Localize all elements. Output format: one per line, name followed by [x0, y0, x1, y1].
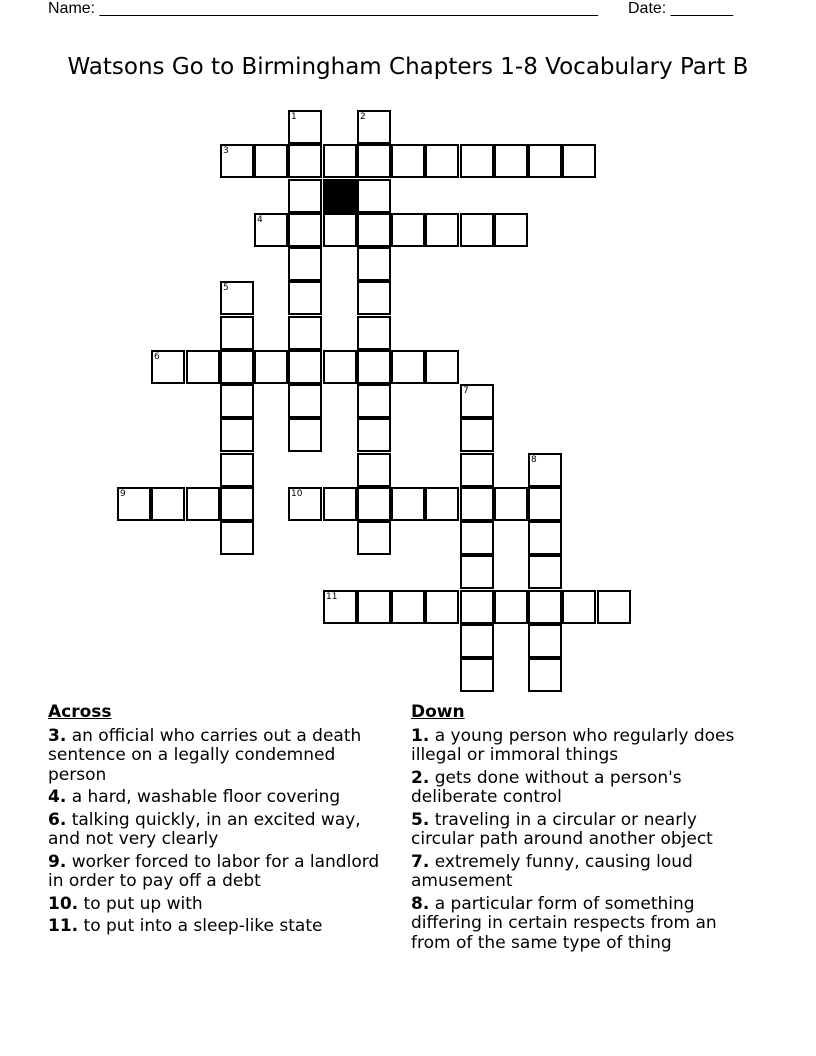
- grid-cell[interactable]: [288, 110, 322, 144]
- grid-cell[interactable]: [288, 487, 322, 521]
- clue-number: 1.: [411, 725, 430, 746]
- grid-cell[interactable]: [357, 487, 391, 521]
- grid-cell[interactable]: [494, 487, 528, 521]
- grid-cell[interactable]: [220, 144, 254, 178]
- clue-across-3: [48, 727, 393, 786]
- grid-cell[interactable]: [357, 453, 391, 487]
- grid-cell[interactable]: [460, 521, 494, 555]
- clue-across-11: [48, 917, 393, 937]
- black-square: [323, 179, 357, 213]
- grid-cell[interactable]: [528, 521, 562, 555]
- grid-cell[interactable]: [460, 658, 494, 692]
- clue-number-label: 9: [120, 489, 126, 499]
- grid-cell[interactable]: [288, 213, 322, 247]
- grid-cell[interactable]: [357, 384, 391, 418]
- clue-number-label: 4: [257, 215, 263, 225]
- grid-cell[interactable]: [357, 179, 391, 213]
- grid-cell[interactable]: [357, 281, 391, 315]
- clue-number: 10.: [48, 893, 79, 914]
- across-clues: [48, 703, 393, 940]
- grid-cell[interactable]: [254, 144, 288, 178]
- clue-text: a young person who regularly does illegal or immoral things: [411, 725, 735, 765]
- clue-across-10: [48, 895, 393, 915]
- grid-cell[interactable]: [220, 453, 254, 487]
- clue-number: 6.: [48, 809, 67, 830]
- grid-cell[interactable]: [528, 624, 562, 658]
- clue-text: to put into a sleep-like state: [83, 916, 323, 936]
- grid-cell[interactable]: [220, 350, 254, 384]
- clue-number-label: 2: [360, 112, 366, 122]
- clue-text: extremely funny, causing loud amusement: [411, 851, 693, 891]
- grid-cell[interactable]: [117, 487, 151, 521]
- grid-cell[interactable]: [151, 350, 185, 384]
- clue-number-label: 1: [291, 112, 297, 122]
- clue-text: a particular form of something differing in certain respects from an from of the same type of thing: [411, 893, 717, 953]
- down-heading: Down: [411, 702, 465, 722]
- grid-cell[interactable]: [357, 590, 391, 624]
- grid-cell[interactable]: [528, 453, 562, 487]
- grid-cell[interactable]: [460, 213, 494, 247]
- clue-down-7: [411, 853, 756, 892]
- clue-text: talking quickly, in an excited way, and not very clearly: [48, 809, 361, 849]
- clue-number: 2.: [411, 767, 430, 788]
- clue-number-label: 8: [531, 455, 537, 465]
- grid-cell[interactable]: [494, 144, 528, 178]
- clue-text: gets done without a person's deliberate control: [411, 767, 682, 807]
- grid-cell[interactable]: [288, 247, 322, 281]
- grid-cell[interactable]: [562, 590, 596, 624]
- grid-cell[interactable]: [220, 384, 254, 418]
- grid-cell[interactable]: [288, 418, 322, 452]
- clue-number-label: 11: [326, 592, 338, 602]
- grid-cell[interactable]: [494, 213, 528, 247]
- grid-cell[interactable]: [460, 384, 494, 418]
- clue-number: 4.: [48, 787, 67, 807]
- grid-cell[interactable]: [425, 144, 459, 178]
- grid-cell[interactable]: [528, 555, 562, 589]
- clue-number: 11.: [48, 916, 79, 936]
- grid-cell[interactable]: [186, 487, 220, 521]
- grid-cell[interactable]: [323, 487, 357, 521]
- grid-cell[interactable]: [460, 555, 494, 589]
- grid-cell[interactable]: [288, 281, 322, 315]
- grid-cell[interactable]: [425, 213, 459, 247]
- grid-cell[interactable]: [460, 144, 494, 178]
- clue-text: a hard, washable floor covering: [71, 787, 341, 807]
- grid-cell[interactable]: [391, 590, 425, 624]
- clue-text: to put up with: [83, 893, 203, 914]
- grid-cell[interactable]: [425, 487, 459, 521]
- clue-number-label: 6: [154, 352, 160, 362]
- grid-cell[interactable]: [460, 487, 494, 521]
- grid-cell[interactable]: [597, 590, 631, 624]
- grid-cell[interactable]: [357, 144, 391, 178]
- clue-down-2: [411, 769, 756, 808]
- grid-cell[interactable]: [220, 281, 254, 315]
- grid-cell[interactable]: [323, 144, 357, 178]
- grid-cell[interactable]: [288, 350, 322, 384]
- grid-cell[interactable]: [494, 590, 528, 624]
- grid-cell[interactable]: [460, 453, 494, 487]
- clue-number: 9.: [48, 851, 67, 872]
- down-clues: [411, 703, 756, 956]
- grid-cell[interactable]: [460, 590, 494, 624]
- date-line: Date: _______: [628, 0, 733, 17]
- grid-cell[interactable]: [151, 487, 185, 521]
- grid-cell[interactable]: [288, 316, 322, 350]
- grid-cell[interactable]: [391, 487, 425, 521]
- grid-cell[interactable]: [562, 144, 596, 178]
- grid-cell[interactable]: [220, 418, 254, 452]
- grid-cell[interactable]: [357, 213, 391, 247]
- grid-cell[interactable]: [357, 316, 391, 350]
- clue-number: 7.: [411, 851, 430, 872]
- grid-cell[interactable]: [528, 658, 562, 692]
- grid-cell[interactable]: [528, 487, 562, 521]
- clue-number-label: 5: [223, 283, 229, 293]
- clue-text: traveling in a circular or nearly circular path around another object: [411, 809, 713, 849]
- clue-number: 5.: [411, 809, 430, 830]
- grid-cell[interactable]: [357, 110, 391, 144]
- across-heading: Across: [48, 702, 112, 722]
- grid-cell[interactable]: [528, 144, 562, 178]
- page-title: Watsons Go to Birmingham Chapters 1-8 Vocabulary Part B: [67, 54, 749, 80]
- grid-cell[interactable]: [528, 590, 562, 624]
- clue-number-label: 3: [223, 146, 229, 156]
- clue-number-label: 7: [463, 386, 469, 396]
- grid-cell[interactable]: [357, 350, 391, 384]
- grid-cell[interactable]: [460, 624, 494, 658]
- name-line: Name: ________________________________________________________: [48, 0, 598, 17]
- grid-cell[interactable]: [186, 350, 220, 384]
- clue-number-label: 10: [291, 489, 303, 499]
- grid-cell[interactable]: [220, 521, 254, 555]
- grid-cell[interactable]: [288, 384, 322, 418]
- grid-cell[interactable]: [323, 350, 357, 384]
- clue-down-8: [411, 895, 756, 954]
- grid-cell[interactable]: [357, 521, 391, 555]
- clue-number: 3.: [48, 725, 67, 746]
- grid-cell[interactable]: [425, 350, 459, 384]
- clue-down-1: [411, 727, 756, 766]
- grid-cell[interactable]: [357, 247, 391, 281]
- grid-cell[interactable]: [323, 213, 357, 247]
- grid-cell[interactable]: [391, 144, 425, 178]
- clue-across-6: [48, 811, 393, 850]
- grid-cell[interactable]: [288, 179, 322, 213]
- grid-cell[interactable]: [357, 418, 391, 452]
- grid-cell[interactable]: [220, 316, 254, 350]
- grid-cell[interactable]: [323, 590, 357, 624]
- clue-text: worker forced to labor for a landlord in order to pay off a debt: [48, 851, 380, 891]
- grid-cell[interactable]: [254, 350, 288, 384]
- clue-down-5: [411, 811, 756, 850]
- clue-across-9: [48, 853, 393, 892]
- grid-cell[interactable]: [288, 144, 322, 178]
- clue-text: an official who carries out a death sentence on a legally condemned person: [48, 725, 362, 785]
- grid-cell[interactable]: [391, 213, 425, 247]
- grid-cell[interactable]: [391, 350, 425, 384]
- grid-cell[interactable]: [460, 418, 494, 452]
- clue-across-4: [48, 788, 393, 808]
- grid-cell[interactable]: [425, 590, 459, 624]
- clue-number: 8.: [411, 893, 430, 914]
- grid-cell[interactable]: [220, 487, 254, 521]
- grid-cell[interactable]: [254, 213, 288, 247]
